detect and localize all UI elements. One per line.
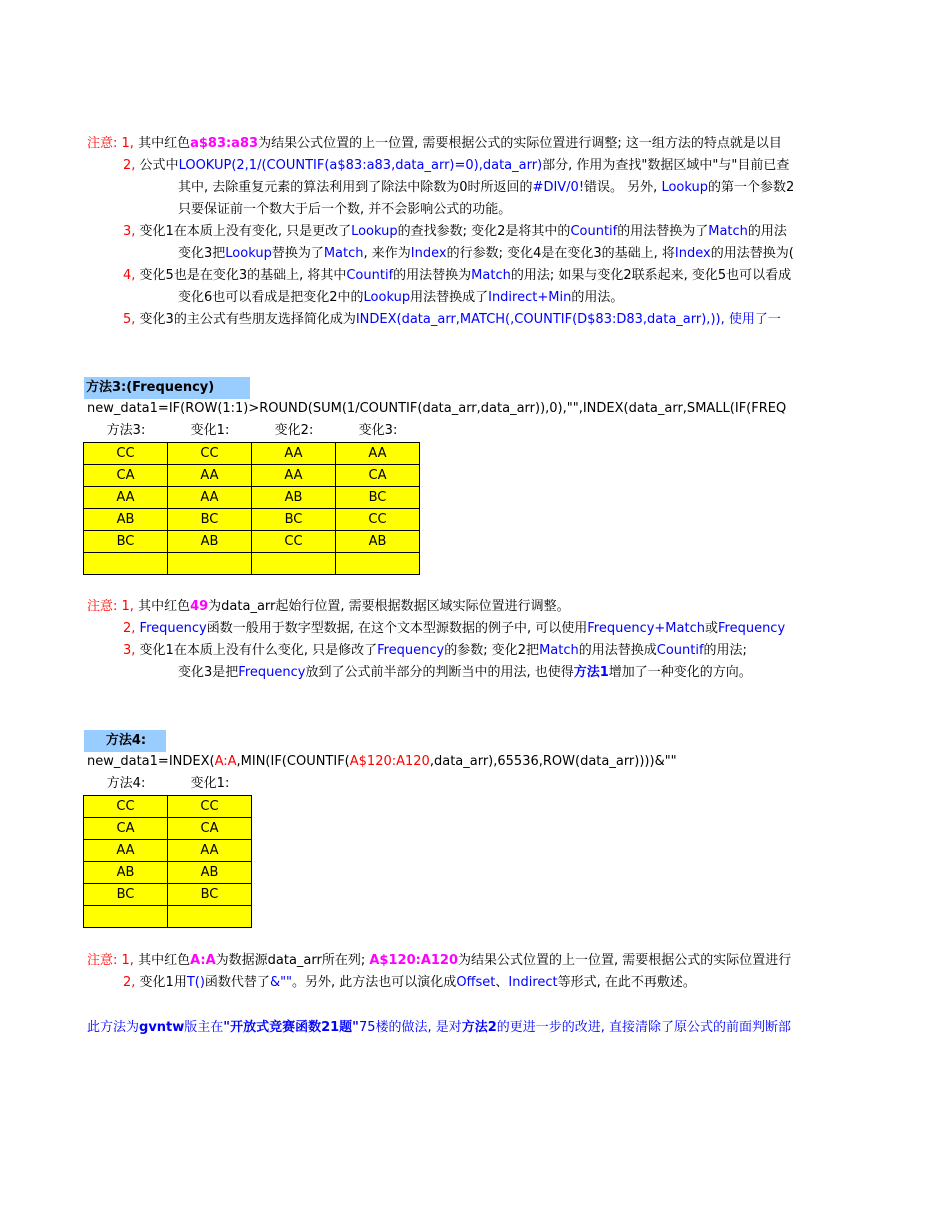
note-text: 使用了一 (724, 312, 781, 327)
note1-line2 (123, 156, 789, 176)
note-text: 为结果公式位置的上一位置, 需要根据公式的实际位置进行调整; 这一组方法的特点就是以目 (258, 136, 782, 151)
table-row (84, 487, 420, 509)
note-text: 的用法; 如果与变化2联系起来, 变化5也可以看成 (510, 268, 792, 283)
table-cell[interactable]: CC (84, 443, 168, 465)
note-keyword: Countif (570, 224, 618, 239)
table-cell[interactable]: AA (84, 840, 168, 862)
note-text: 部分, 作用为查找"数据区域中"与"目前已查 (542, 158, 790, 173)
note-text: 的行参数; 变化4是在变化3的基础上, 将 (446, 246, 675, 261)
table-cell[interactable] (84, 553, 168, 575)
table-cell[interactable]: BC (336, 487, 420, 509)
note-text: 变化1用 (139, 975, 187, 990)
note-text: 的用法。 (571, 290, 624, 305)
table-cell[interactable] (168, 553, 252, 575)
note-text: 、 (495, 975, 509, 990)
note-text: 其中红色 (138, 599, 191, 614)
formula-part: ,data_arr),65536,ROW(data_arr))))&"" (429, 754, 677, 769)
table-cell[interactable]: CC (168, 443, 252, 465)
table-cell[interactable]: BC (252, 509, 336, 531)
note-text: 的用法; (703, 643, 747, 658)
note-text: 变化3的主公式有些朋友选择简化成为 (139, 312, 356, 327)
table-cell[interactable]: AA (336, 443, 420, 465)
note-text: 的用法替换为 (393, 268, 472, 283)
note-text: 只要保证前一个数大于后一个数, 并不会影响公式的功能。 (178, 202, 512, 217)
note-text: 变化3把 (178, 246, 226, 261)
note-prefix: 3, (123, 224, 136, 239)
table-row (84, 906, 252, 928)
table-cell[interactable] (168, 906, 252, 928)
note-prefix: 注意: 1, (87, 136, 134, 151)
note-text: 。另外, 此方法也可以演化成 (292, 975, 457, 990)
note-text: , 来作为 (363, 246, 411, 261)
table-cell[interactable] (336, 553, 420, 575)
note-prefix: 2, (123, 975, 136, 990)
note3-line2 (123, 973, 696, 993)
note-highlight: a$83:a83 (190, 136, 259, 151)
note-keyword: #DIV/0! (532, 180, 585, 195)
note2-line1 (87, 597, 570, 617)
note-text: 等形式, 在此不再敷述。 (557, 975, 696, 990)
note-formula: INDEX(data_arr,MATCH(,COUNTIF(D$83:D83,data_arr),)), (355, 312, 725, 327)
table-cell[interactable]: AA (252, 443, 336, 465)
method3-title: 方法3:(Frequency) (84, 377, 250, 399)
table-cell[interactable]: AB (168, 531, 252, 553)
note-formula: LOOKUP(2,1/(COUNTIF(a$83:a83,data_arr)=0),data_arr) (178, 158, 543, 173)
note-keyword: Index (410, 246, 447, 261)
note-prefix: 注意: 1, (87, 953, 134, 968)
method4-title: 方法4: (84, 730, 166, 752)
table-row (84, 509, 420, 531)
note-keyword: Lookup (661, 180, 708, 195)
method4-formula[interactable] (87, 752, 677, 772)
note-keyword: Offset (456, 975, 496, 990)
note1-line6 (178, 244, 794, 264)
note-text: 其中红色 (138, 136, 191, 151)
footer-text: 的更进一步的改进, 直接清除了原公式的前面判断部 (496, 1020, 792, 1035)
note-keyword: Countif (656, 643, 704, 658)
table-cell[interactable] (84, 906, 168, 928)
table-cell[interactable]: CA (84, 818, 168, 840)
note-text: 替换为了 (271, 246, 324, 261)
note-highlight: A:A (190, 953, 216, 968)
formula-part: ,MIN(IF(COUNTIF( (236, 754, 350, 769)
note2-line4 (178, 663, 752, 683)
note-text: 为data_arr起始行位置, 需要根据数据区域实际位置进行调整。 (208, 599, 570, 614)
note-text: 的用法替换为( (710, 246, 794, 261)
table-cell[interactable]: BC (168, 509, 252, 531)
footer-text: 此方法为 (87, 1020, 140, 1035)
note-text: 用法替换成了 (410, 290, 489, 305)
note-keyword: Match (539, 643, 579, 658)
method3-table (83, 442, 420, 575)
note-text: 的用法 (747, 224, 787, 239)
note-text: 为结果公式位置的上一位置, 需要根据公式的实际位置进行 (458, 953, 792, 968)
note-keyword: Index (674, 246, 711, 261)
table-cell[interactable]: AB (84, 862, 168, 884)
note1-line3 (178, 178, 794, 198)
table-row (84, 840, 252, 862)
note-text: 为数据源data_arr所在列; (215, 953, 370, 968)
table-cell[interactable]: BC (168, 884, 252, 906)
method3-header-1: 变化1: (190, 423, 230, 438)
table-cell[interactable]: AA (168, 465, 252, 487)
table-row (84, 884, 252, 906)
table-cell[interactable]: CA (336, 465, 420, 487)
note-text: 函数一般用于数字型数据, 在这个文本型源数据的例子中, 可以使用 (206, 621, 588, 636)
footer-topic: "开放式竞赛函数21题" (223, 1020, 359, 1035)
note-text: 变化5也是在变化3的基础上, 将其中 (139, 268, 347, 283)
note-prefix: 注意: 1, (87, 599, 134, 614)
note1-line7 (123, 266, 791, 286)
note-keyword: Lookup (363, 290, 411, 305)
note-text: 增加了一种变化的方向。 (608, 665, 752, 680)
note-text: 其中红色 (138, 953, 191, 968)
formula-part: new_data1=INDEX( (87, 754, 215, 769)
table-row (84, 818, 252, 840)
footer-author: gvntw (139, 1020, 185, 1035)
note2-line3 (123, 641, 747, 661)
method3-header-2: 变化2: (274, 423, 314, 438)
note-prefix: 4, (123, 268, 136, 283)
table-row (84, 443, 420, 465)
note-prefix: 3, (123, 643, 136, 658)
method4-table (83, 795, 252, 928)
note-text: 错误。 另外, (584, 180, 662, 195)
note-highlight: A$120:A120 (369, 953, 459, 968)
note-text: 变化6也可以看成是把变化2中的 (178, 290, 364, 305)
formula-highlight: A$120:A120 (349, 754, 430, 769)
note-text: 的查找参数; 变化2是将其中的 (397, 224, 571, 239)
table-cell[interactable]: CC (336, 509, 420, 531)
note-text: 的参数; 变化2把 (444, 643, 540, 658)
footer-text: 版主在 (184, 1020, 224, 1035)
note-keyword: T() (186, 975, 205, 990)
table-cell[interactable]: AA (84, 487, 168, 509)
method3-header-3: 变化3: (358, 423, 398, 438)
table-cell[interactable]: AA (168, 840, 252, 862)
note-text: 的用法替换为了 (617, 224, 709, 239)
table-row (84, 862, 252, 884)
table-cell[interactable]: AA (252, 465, 336, 487)
note-prefix: 2, (123, 158, 136, 173)
table-cell[interactable]: CA (84, 465, 168, 487)
note-keyword: Frequency (139, 621, 207, 636)
note-link: 方法1 (573, 665, 609, 680)
table-cell[interactable]: CC (252, 531, 336, 553)
footer-note (87, 1018, 791, 1038)
note-text: 变化1在本质上没有变化, 只是更改了 (139, 224, 352, 239)
footer-method-ref: 方法2 (461, 1020, 497, 1035)
note-keyword: Frequency+Match (587, 621, 705, 636)
table-cell[interactable] (252, 553, 336, 575)
note-keyword: Match (708, 224, 748, 239)
table-cell[interactable]: BC (84, 884, 168, 906)
note-keyword: Lookup (351, 224, 398, 239)
table-row (84, 796, 252, 818)
note-prefix: 5, (123, 312, 136, 327)
method4-header-1: 变化1: (190, 776, 230, 791)
table-row (84, 553, 420, 575)
table-cell[interactable]: BC (84, 531, 168, 553)
note-keyword: Frequency (238, 665, 306, 680)
table-cell[interactable]: AB (168, 862, 252, 884)
table-cell[interactable]: CA (168, 818, 252, 840)
note-text: 公式中 (139, 158, 179, 173)
note-keyword: Frequency (377, 643, 445, 658)
note-text: 的第一个参数2 (708, 180, 795, 195)
note-keyword: Match (323, 246, 364, 261)
note1-line8 (178, 288, 623, 308)
table-cell[interactable]: AB (84, 509, 168, 531)
formula-highlight: A:A (214, 754, 237, 769)
table-cell[interactable]: AB (336, 531, 420, 553)
note1-line5 (123, 222, 787, 242)
note-text: 放到了公式前半部分的判断当中的用法, 也使得 (305, 665, 574, 680)
table-cell[interactable]: CC (168, 796, 252, 818)
table-row (84, 465, 420, 487)
note1-line4 (178, 200, 511, 220)
footer-text: 75楼的做法, 是对 (358, 1020, 462, 1035)
table-row (84, 531, 420, 553)
table-cell[interactable]: AB (252, 487, 336, 509)
note-keyword: &"" (269, 975, 293, 990)
note-keyword: Match (471, 268, 511, 283)
note-prefix: 2, (123, 621, 136, 636)
table-cell[interactable]: AA (168, 487, 252, 509)
note-keyword: Indirect (508, 975, 558, 990)
note-keyword: Lookup (225, 246, 272, 261)
method3-formula[interactable]: new_data1=IF(ROW(1:1)>ROUND(SUM(1/COUNTIF(data_arr,data_arr)),0),"",INDEX(data_arr,SMALL(IF(FREQ (87, 401, 787, 416)
note-keyword: Frequency (717, 621, 786, 636)
note2-line2 (123, 619, 785, 639)
note1-line9 (123, 310, 781, 330)
note-text: 变化1在本质上没有什么变化, 只是修改了 (139, 643, 378, 658)
note-text: 其中, 去除重复元素的算法利用到了除法中除数为0时所返回的 (178, 180, 533, 195)
note-highlight: 49 (190, 599, 209, 614)
note3-line1 (87, 951, 791, 971)
note-text: 或 (704, 621, 718, 636)
table-cell[interactable]: CC (84, 796, 168, 818)
note-text: 函数代替了 (204, 975, 270, 990)
method3-header-0: 方法3: (106, 423, 146, 438)
note-text: 变化3是把 (178, 665, 239, 680)
note-keyword: Indirect+Min (488, 290, 572, 305)
note1-line1 (87, 134, 782, 154)
note-text: 的用法替换成 (578, 643, 657, 658)
method4-header-0: 方法4: (106, 776, 146, 791)
note-keyword: Countif (346, 268, 394, 283)
